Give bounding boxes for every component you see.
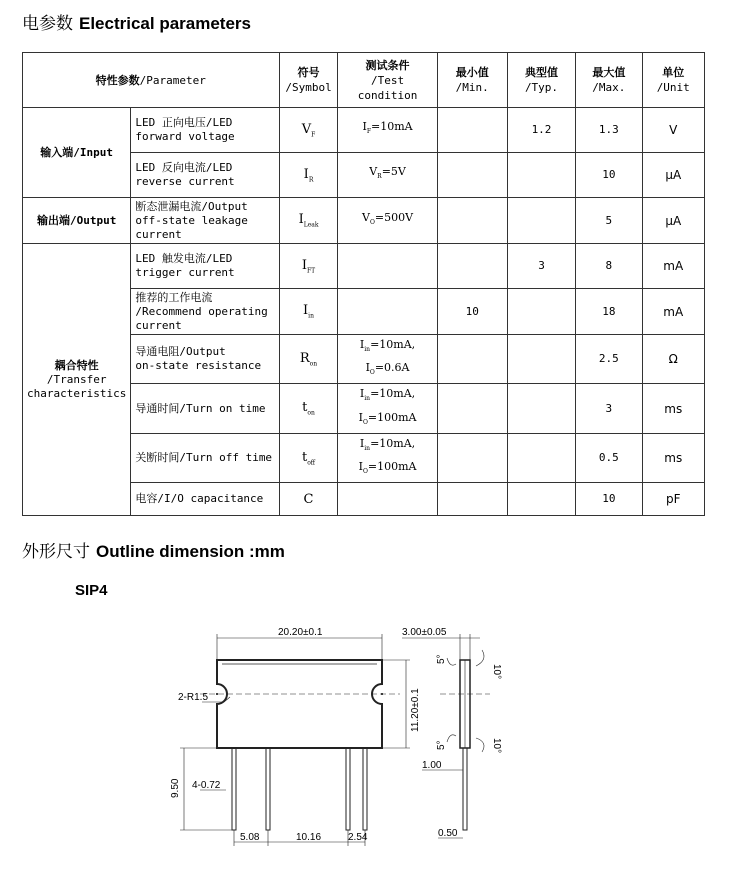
- value-typ: 1.2: [507, 108, 575, 153]
- value-max: 10: [576, 483, 642, 516]
- outline-drawing: [160, 620, 520, 860]
- value-max: 10: [576, 153, 642, 198]
- param-symbol: $I_{FT}$: [279, 244, 338, 289]
- table-row: [23, 244, 705, 289]
- value-typ: [507, 483, 575, 516]
- value-min: [437, 335, 507, 384]
- param-symbol: $I_{in}$: [279, 289, 338, 335]
- value-max: 1.3: [576, 108, 642, 153]
- angle-bottom-right: 10°: [491, 738, 502, 754]
- section-title-en: Outline dimension :mm: [96, 542, 285, 561]
- value-max: 0.5: [576, 433, 642, 482]
- pin: [363, 748, 367, 830]
- param-name: 断态泄漏电流/Output off-state leakage current: [131, 198, 279, 244]
- param-name: 导通时间/Turn on time: [131, 384, 279, 433]
- param-symbol: $R_{on}$: [279, 335, 338, 384]
- value-typ: 3: [507, 244, 575, 289]
- value-max: 8: [576, 244, 642, 289]
- section-title-zh: 电参数: [22, 14, 73, 34]
- pin: [266, 748, 270, 830]
- dim-pin-width: 4-0.72: [192, 780, 221, 791]
- dim-thickness: 3.00±0.05: [402, 627, 447, 638]
- value-typ: [507, 153, 575, 198]
- pin: [232, 748, 236, 830]
- param-symbol: $I_{Leak}$: [279, 198, 338, 244]
- value-min: [437, 198, 507, 244]
- test-condition: $V_R=5V$: [338, 153, 437, 198]
- param-name: 电容/I/O capacitance: [131, 483, 279, 516]
- param-name: LED 反向电流/LED reverse current: [131, 153, 279, 198]
- pin: [346, 748, 350, 830]
- value-unit: μA: [642, 198, 705, 244]
- test-condition: $I_F=10mA$: [338, 108, 437, 153]
- value-unit: mA: [642, 289, 705, 335]
- dim-pitch-1: 5.08: [240, 832, 260, 843]
- param-symbol: $I_R$: [279, 153, 338, 198]
- value-unit: μA: [642, 153, 705, 198]
- dim-pitch-2: 10.16: [296, 832, 322, 843]
- param-symbol: C: [279, 483, 338, 516]
- side-pin: [463, 748, 467, 830]
- group-input: 输入端/Input: [23, 108, 131, 198]
- package-body-front: [217, 660, 382, 748]
- value-max: 2.5: [576, 335, 642, 384]
- test-condition: [338, 289, 437, 335]
- param-symbol: $V_F$: [279, 108, 338, 153]
- value-typ: [507, 384, 575, 433]
- param-name: 关断时间/Turn off time: [131, 433, 279, 482]
- test-condition: $V_O=500V$: [338, 198, 437, 244]
- angle-bottom-left: 5°: [436, 740, 447, 750]
- group-output: 输出端/Output: [23, 198, 131, 244]
- test-condition: $I_{in}=10mA$, $I_O=100mA$: [338, 384, 437, 433]
- value-unit: pF: [642, 483, 705, 516]
- angle-top-right: 10°: [491, 664, 502, 680]
- group-transfer: 耦合特性 /Transfer characteristics: [23, 244, 131, 516]
- dim-lead-offset: 1.00: [422, 760, 442, 771]
- dim-pin-length: 9.50: [170, 778, 181, 798]
- header-unit: 单位 /Unit: [642, 53, 705, 108]
- value-unit: Ω: [642, 335, 705, 384]
- value-typ: [507, 335, 575, 384]
- dim-lead-thickness: 0.50: [438, 828, 458, 839]
- angle-top-left: 5°: [436, 654, 447, 664]
- param-symbol: $t_{off}$: [279, 433, 338, 482]
- package-name: SIP4: [75, 582, 108, 599]
- dim-width: 20.20±0.1: [278, 627, 323, 638]
- header-symbol: 符号 /Symbol: [279, 53, 338, 108]
- value-min: [437, 153, 507, 198]
- table-row: [23, 198, 705, 244]
- value-min: [437, 433, 507, 482]
- dim-radius: 2-R1.5: [178, 692, 209, 703]
- value-min: [437, 483, 507, 516]
- test-condition: $I_{in}=10mA$, $I_O=0.6A$: [338, 335, 437, 384]
- value-unit: V: [642, 108, 705, 153]
- table-row: [23, 108, 705, 153]
- electrical-parameters-table: [22, 52, 705, 516]
- header-min: 最小值 /Min.: [437, 53, 507, 108]
- section-outline-title: [22, 537, 285, 562]
- header-test-condition: 测试条件 /Test condition: [338, 53, 437, 108]
- value-max: 5: [576, 198, 642, 244]
- dim-height: 11.20±0.1: [410, 688, 421, 732]
- header-parameter: 特性参数/Parameter: [23, 53, 280, 108]
- value-typ: [507, 433, 575, 482]
- dim-pitch-3: 2.54: [348, 832, 368, 843]
- param-name: LED 正向电压/LED forward voltage: [131, 108, 279, 153]
- header-typ: 典型值 /Typ.: [507, 53, 575, 108]
- section-title-zh: 外形尺寸: [22, 542, 90, 562]
- value-typ: [507, 198, 575, 244]
- header-max: 最大值 /Max.: [576, 53, 642, 108]
- value-min: [437, 384, 507, 433]
- value-min: 10: [437, 289, 507, 335]
- param-name: 推荐的工作电流 /Recommend operating current: [131, 289, 279, 335]
- param-name: 导通电阻/Output on-state resistance: [131, 335, 279, 384]
- param-name: LED 触发电流/LED trigger current: [131, 244, 279, 289]
- value-max: 3: [576, 384, 642, 433]
- value-max: 18: [576, 289, 642, 335]
- section-title-en: Electrical parameters: [79, 14, 251, 33]
- test-condition: [338, 244, 437, 289]
- section-electrical-title: [22, 9, 251, 34]
- value-unit: mA: [642, 244, 705, 289]
- value-min: [437, 108, 507, 153]
- value-typ: [507, 289, 575, 335]
- value-unit: ms: [642, 384, 705, 433]
- table-header-row: [23, 53, 705, 108]
- test-condition: $I_{in}=10mA$, $I_O=100mA$: [338, 433, 437, 482]
- value-min: [437, 244, 507, 289]
- param-symbol: $t_{on}$: [279, 384, 338, 433]
- value-unit: ms: [642, 433, 705, 482]
- test-condition: [338, 483, 437, 516]
